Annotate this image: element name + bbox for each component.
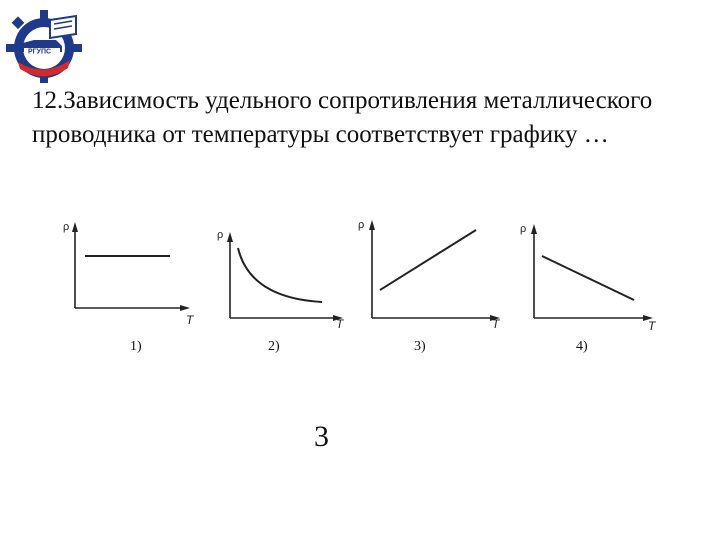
graph-1-number: 1) [130, 339, 142, 354]
graph-1-y-label: ρ [63, 221, 70, 233]
graph-2 [217, 229, 345, 354]
logo-text: РГУПС [28, 48, 52, 56]
rgups-logo [4, 6, 84, 84]
graph-1-y-arrow [72, 222, 78, 232]
graph-4-y-arrow [531, 224, 537, 234]
graph-3-curve [380, 230, 476, 290]
answer-text: 3 [314, 420, 329, 453]
graph-2-y-arrow [227, 232, 233, 242]
graph-3 [358, 219, 501, 354]
graph-2-number: 2) [268, 339, 280, 354]
graph-3-y-arrow [369, 220, 375, 230]
graph-3-y-label: ρ [358, 219, 365, 231]
graph-2-curve [238, 248, 322, 302]
graph-4-y-label: ρ [520, 223, 527, 235]
graph-2-x-label: T [336, 317, 344, 331]
graphs-row [0, 208, 720, 368]
question-text: 12.Зависимость удельного сопротивления металлического проводника от температуры соответствует графику … [32, 87, 653, 148]
graph-2-y-label: ρ [217, 229, 224, 241]
graph-3-x-label: T [492, 317, 500, 331]
graph-1 [63, 221, 195, 354]
graph-4-curve [542, 256, 634, 300]
graph-1-x-arrow [180, 305, 190, 311]
graph-4-x-label: T [648, 319, 656, 333]
graph-4-number: 4) [576, 339, 588, 354]
graph-4 [520, 223, 657, 354]
graph-1-x-label: T [186, 313, 194, 327]
graph-3-number: 3) [414, 339, 426, 354]
